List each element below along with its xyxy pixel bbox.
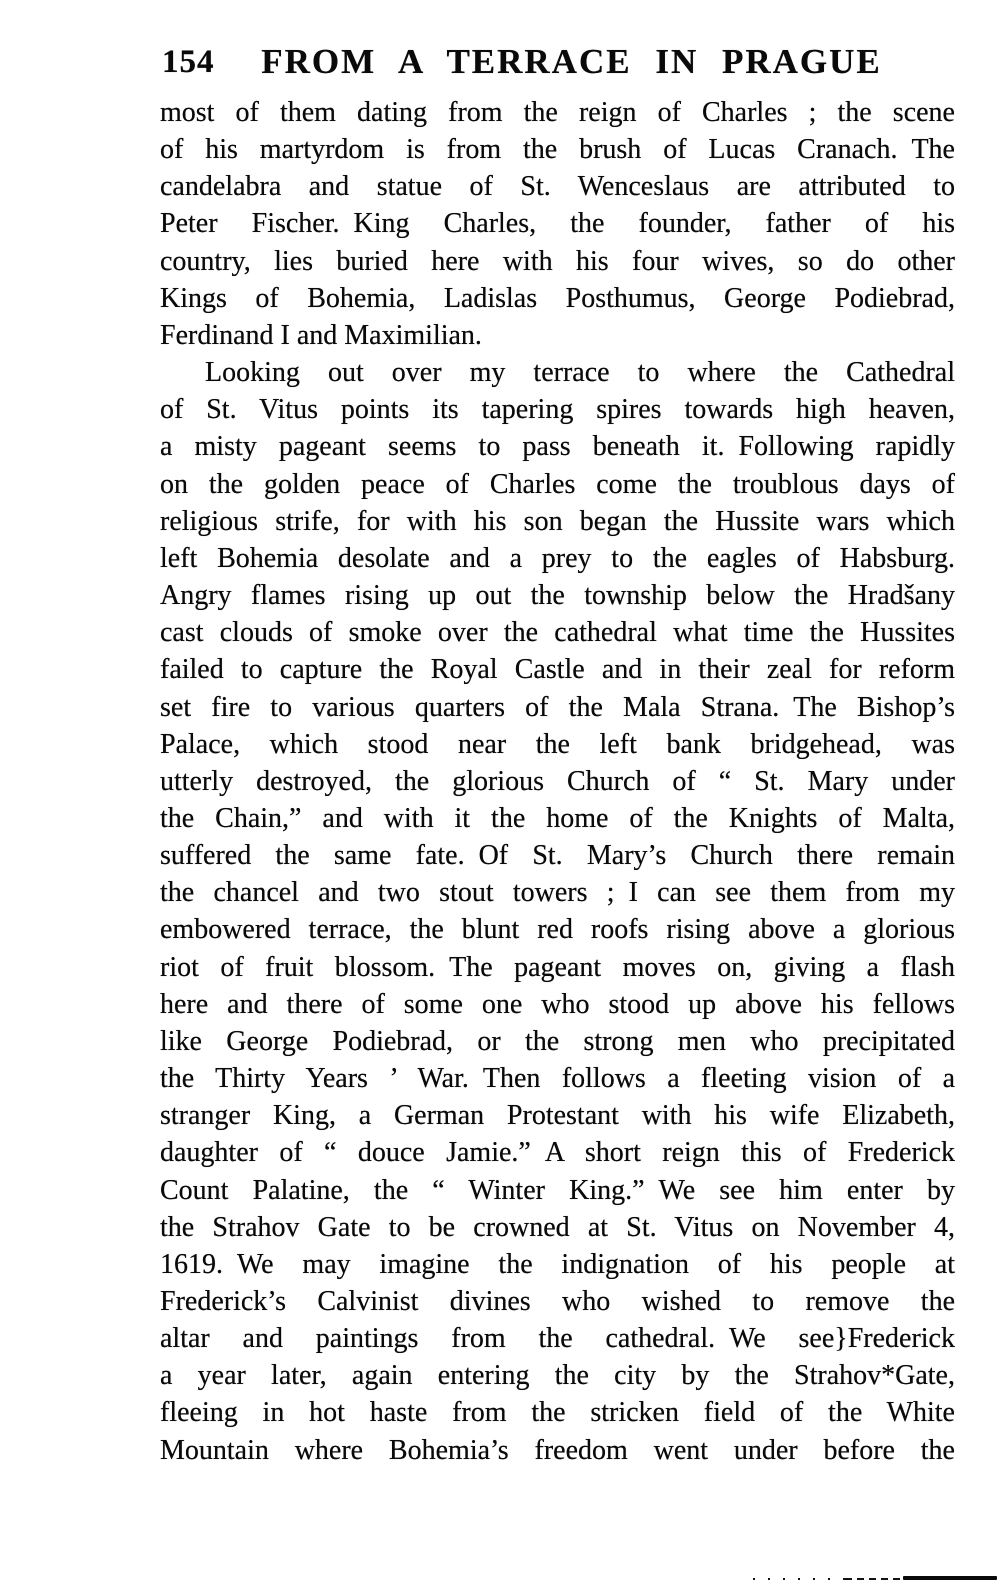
running-title: FROM A TERRACE IN PRAGUE xyxy=(261,42,882,81)
text-line: failed to capture the Royal Castle and in their zeal for reform xyxy=(160,654,955,686)
text-line: Mountain where Bohemia’s freedom went under before the xyxy=(160,1434,955,1466)
text-line: left Bohemia desolate and a prey to the eagles of Habsburg. xyxy=(160,542,955,574)
text-line: Angry flames rising up out the township below the Hradšany xyxy=(160,580,955,612)
text-line: Palace, which stood near the left bank bridgehead, was xyxy=(160,728,955,760)
text-line: stranger King, a German Protestant with his wife Elizabeth, xyxy=(160,1100,955,1132)
text-line: the Thirty Years ’ War. Then follows a fleeting vision of a xyxy=(160,1063,955,1095)
text-line: a year later, again entering the city by the Strahov*Gate, xyxy=(160,1360,955,1392)
text-line: candelabra and statue of St. Wenceslaus are attributed to xyxy=(160,171,955,203)
text-line: Ferdinand I and Maximilian. xyxy=(160,319,482,351)
text-line: suffered the same fate. Of St. Mary’s Church there remain xyxy=(160,840,955,872)
text-line: utterly destroyed, the glorious Church of “ St. Mary under xyxy=(160,765,955,797)
text-line: the Chain,” and with it the home of the Knights of Malta, xyxy=(160,802,955,834)
text-line: Looking out over my terrace to where the Cathedral xyxy=(205,357,955,389)
page-number: 154 xyxy=(162,44,215,80)
text-line: riot of fruit blossom. The pageant moves on, giving a flash xyxy=(160,951,955,983)
scan-artifact-ink-line xyxy=(753,1574,997,1580)
text-line: a misty pageant seems to pass beneath it. Following rapidly xyxy=(160,431,955,463)
text-line: the chancel and two stout towers ; I can see them from my xyxy=(160,877,955,909)
ink-dashes xyxy=(845,1577,903,1580)
page-body xyxy=(160,94,955,1469)
text-line: Frederick’s Calvinist divines who wished to remove the xyxy=(160,1286,955,1317)
text-line: the Strahov Gate to be crowned at St. Vitus on November 4, xyxy=(160,1211,955,1243)
text-line: religious strife, for with his son began the Hussite wars which xyxy=(160,505,955,537)
text-line: Peter Fischer. King Charles, the founder, father of his xyxy=(160,208,955,240)
ink-dots xyxy=(753,1577,845,1580)
text-line: embowered terrace, the blunt red roofs rising above a glorious xyxy=(160,914,955,946)
text-line: 1619. We may imagine the indignation of his people at xyxy=(160,1248,955,1280)
text-line: of St. Vitus points its tapering spires towards high heaven, xyxy=(160,394,955,426)
text-line: daughter of “ douce Jamie.” A short reign this of Frederick xyxy=(160,1137,955,1169)
text-line: most of them dating from the reign of Charles ; the scene xyxy=(160,97,955,128)
text-line: cast clouds of smoke over the cathedral what time the Hussites xyxy=(160,617,955,649)
text-line: Kings of Bohemia, Ladislas Posthumus, George Podiebrad, xyxy=(160,282,955,314)
text-line: like George Podiebrad, or the strong men who precipitated xyxy=(160,1025,955,1057)
text-line: set fire to various quarters of the Mala Strana. The Bishop’s xyxy=(160,691,955,723)
text-line: fleeing in hot haste from the stricken field of the White xyxy=(160,1397,955,1429)
text-line: altar and paintings from the cathedral. We see}Frederick xyxy=(160,1323,955,1355)
ink-solid xyxy=(903,1576,997,1580)
text-line: Count Palatine, the “ Winter King.” We see him enter by xyxy=(160,1174,955,1206)
page-header xyxy=(160,42,955,86)
text-line: country, lies buried here with his four wives, so do other xyxy=(160,245,955,277)
text-line: of his martyrdom is from the brush of Lucas Cranach. The xyxy=(160,134,955,166)
text-line: on the golden peace of Charles come the troublous days of xyxy=(160,468,955,500)
text-line: here and there of some one who stood up above his fellows xyxy=(160,988,955,1020)
